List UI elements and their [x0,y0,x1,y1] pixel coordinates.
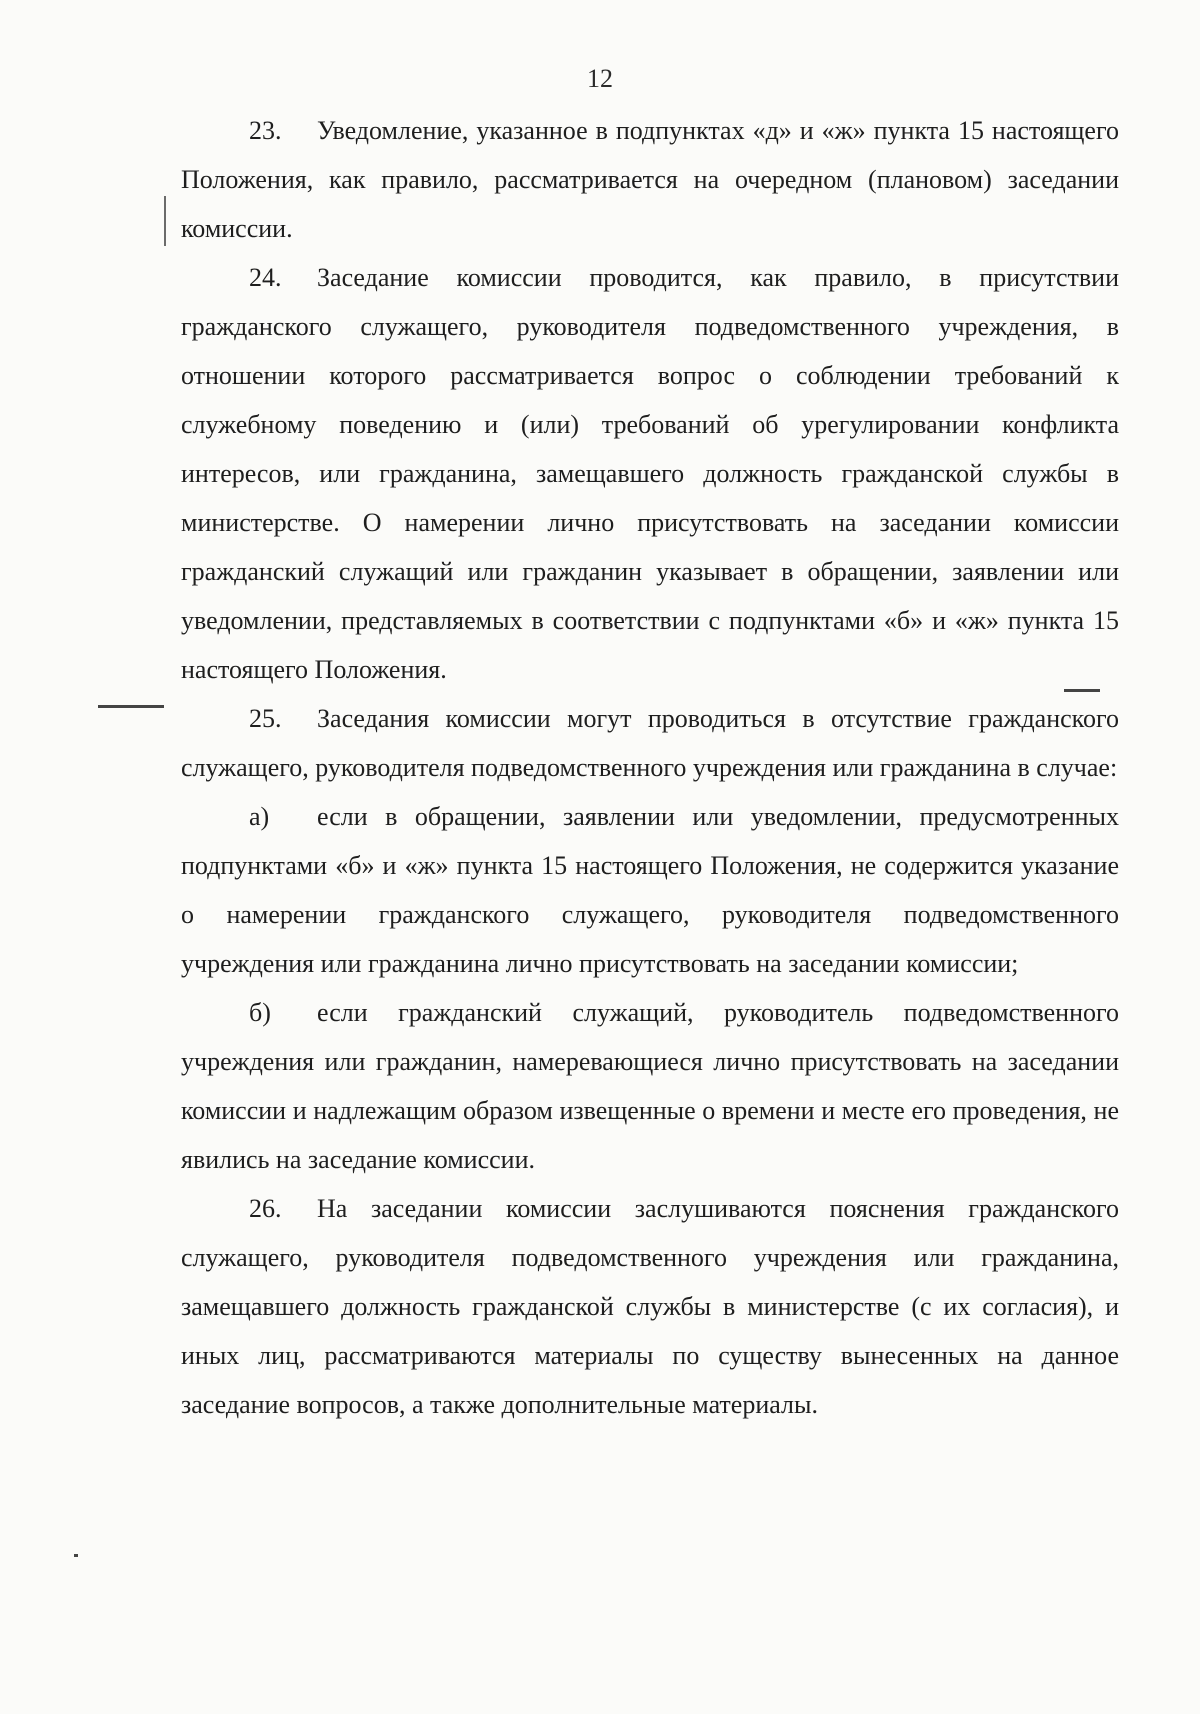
subitem-text: если в обращении, заявлении или уведомлении, предусмотренных подпунктами «б» и «ж» пункта 15 настоящего Положения, не содержится указание о намерении гражданского служащего, руководителя подведомственного учреждения или гражданина лично присутствовать на заседании комиссии; [181,802,1119,978]
paragraph-text: Уведомление, указанное в подпунктах «д» и «ж» пункта 15 настоящего Положения, как правило, рассматривается на очередном (плановом) заседании комиссии. [181,116,1119,243]
paragraph-26 [181,1184,1119,1429]
paragraph-text: На заседании комиссии заслушиваются пояснения гражданского служащего, руководителя подведомственного учреждения или гражданина, замещавшего должность гражданской службы в министерстве (с их согласия), и иных лиц, рассматриваются материалы по существу вынесенных на данное заседание вопросов, а также дополнительные материалы. [181,1194,1119,1419]
paragraph-number: 24. [249,263,282,292]
paragraph-number: 23. [249,116,282,145]
paragraph-text: Заседания комиссии могут проводиться в отсутствие гражданского служащего, руководителя подведомственного учреждения или гражданина в случае: [181,704,1119,782]
margin-mark [164,196,166,246]
paragraph-number: 25. [249,704,282,733]
subitem-letter: б) [249,998,271,1027]
document-body [181,106,1119,1429]
paragraph-24 [181,253,1119,694]
paragraph-25 [181,694,1119,792]
page-number: 12 [587,64,613,93]
scan-mark [98,705,164,708]
paragraph-number: 26. [249,1194,282,1223]
subitem-b [181,988,1119,1184]
paragraph-text: Заседание комиссии проводится, как правило, в присутствии гражданского служащего, руководителя подведомственного учреждения, в отношении которого рассматривается вопрос о соблюдении требований к служебному поведению и (или) требований об урегулировании конфликта интересов, или гражданина, замещавшего должность гражданской службы в министерстве. О намерении лично присутствовать на заседании комиссии гражданский служащий или гражданин указывает в обращении, заявлении или уведомлении, представляемых в соответствии с подпунктами «б» и «ж» пункта 15 настоящего Положения. [181,263,1119,684]
subitem-text: если гражданский служащий, руководитель подведомственного учреждения или гражданин, намеревающиеся лично присутствовать на заседании комиссии и надлежащим образом извещенные о времени и месте его проведения, не явились на заседание комиссии. [181,998,1119,1174]
subitem-a [181,792,1119,988]
subitem-letter: а) [249,802,270,831]
paragraph-23 [181,106,1119,253]
scan-mark [74,1554,78,1557]
